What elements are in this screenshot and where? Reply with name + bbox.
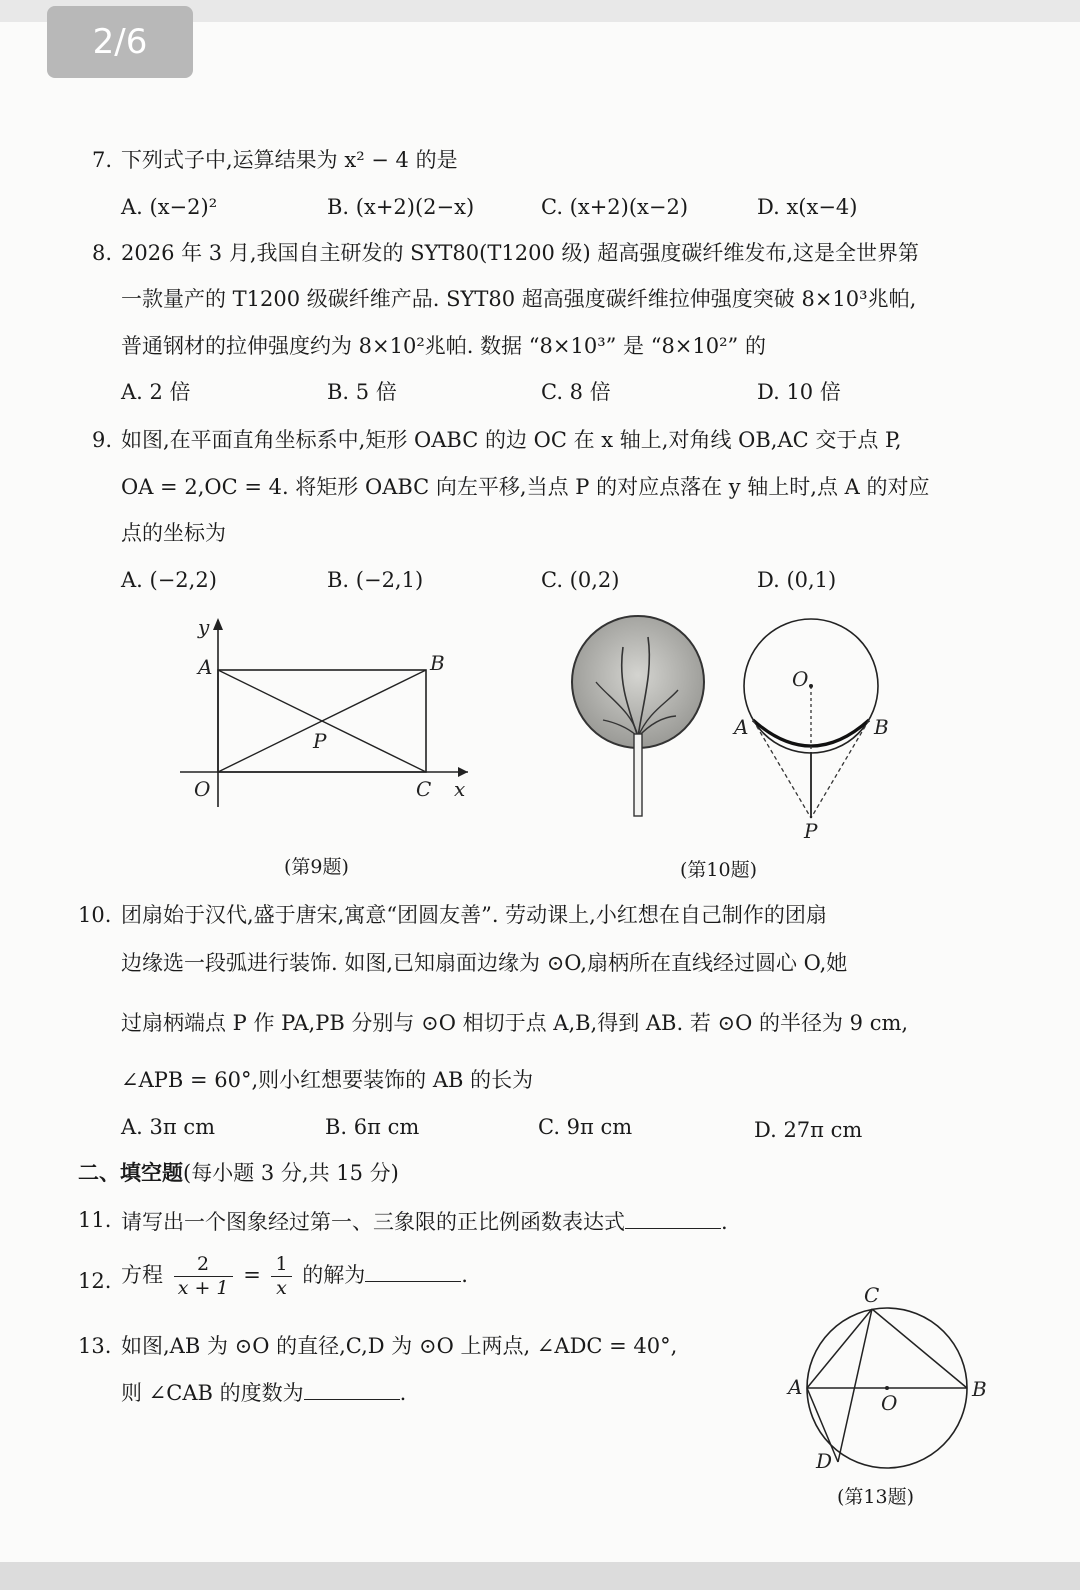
q9-option-a: A. (−2,2) xyxy=(121,568,217,592)
q8-option-a: A. 2 倍 xyxy=(121,380,191,404)
q7-option-d: D. x(x−4) xyxy=(757,195,858,219)
label-o: O xyxy=(881,1391,898,1415)
q8-option-c: C. 8 倍 xyxy=(541,380,611,404)
q9-line-2: OA = 2,OC = 4. 将矩形 OABC 向左平移,当点 P 的对应点落在 y 轴上时,点 A 的对应 xyxy=(121,475,930,499)
q13-end: . xyxy=(399,1381,407,1405)
q12-end: . xyxy=(461,1263,468,1287)
q11-number: 11. xyxy=(78,1208,112,1232)
q9-option-c: C. (0,2) xyxy=(541,568,620,592)
q10-fan-illustration xyxy=(568,612,713,822)
q10-number: 10. xyxy=(78,903,112,927)
q10-option-a: A. 3π cm xyxy=(121,1115,216,1139)
label-y: y xyxy=(198,615,210,639)
q12-fraction-1-numerator: 2 xyxy=(174,1255,233,1277)
q12-suffix: 的解为 xyxy=(302,1263,366,1287)
q12-fraction-1 xyxy=(174,1255,233,1298)
q8-line-3: 普通钢材的拉伸强度约为 8×10²兆帕. 数据 “8×10³” 是 “8×10²” 的 xyxy=(121,334,766,358)
q12-number: 12. xyxy=(78,1269,112,1293)
q11-line xyxy=(121,1210,728,1233)
chord-cd xyxy=(838,1309,872,1462)
label-a: A xyxy=(198,655,213,679)
page-indicator-badge: 2/6 xyxy=(47,6,193,78)
q8-number: 8. xyxy=(92,241,113,265)
q10-figure-caption: (第10题) xyxy=(680,859,758,881)
label-a: A xyxy=(788,1375,803,1399)
bottom-edge-bar xyxy=(0,1562,1080,1590)
label-c: C xyxy=(416,777,432,801)
label-a: A xyxy=(734,715,749,739)
q8-line-1: 2026 年 3 月,我国自主研发的 SYT80(T1200 级) 超高强度碳纤维发布,这是全世界第 xyxy=(121,241,920,265)
q9-figure-caption: (第9题) xyxy=(284,856,349,878)
q10-option-b: B. 6π cm xyxy=(325,1115,420,1139)
label-p: P xyxy=(804,819,818,842)
section-2-title: 二、填空题 xyxy=(78,1160,183,1185)
label-b: B xyxy=(972,1377,987,1401)
tangent-pb xyxy=(811,720,869,818)
q8-option-b: B. 5 倍 xyxy=(327,380,397,404)
label-d: D xyxy=(816,1449,833,1473)
center-point xyxy=(885,1386,889,1390)
tangent-pa xyxy=(753,720,811,818)
q9-line-1: 如图,在平面直角坐标系中,矩形 OABC 的边 OC 在 x 轴上,对角线 OB,AC 交于点 P, xyxy=(121,428,902,452)
q12-fraction-2 xyxy=(271,1255,291,1298)
q11-answer-blank[interactable] xyxy=(625,1210,721,1229)
q13-figure-inscribed-angles xyxy=(780,1282,990,1482)
q7-option-c: C. (x+2)(x−2) xyxy=(541,195,689,219)
label-o: O xyxy=(194,777,211,801)
q9-option-d: D. (0,1) xyxy=(757,568,837,592)
q12-line xyxy=(121,1255,468,1298)
q8-line-2: 一款量产的 T1200 级碳纤维产品. SYT80 超高强度碳纤维拉伸强度突破 8×10³兆帕, xyxy=(121,287,917,311)
x-axis-arrow xyxy=(458,767,468,777)
q10-line-1: 团扇始于汉代,盛于唐宋,寓意“团圆友善”. 劳动课上,小红想在自己制作的团扇 xyxy=(121,903,827,927)
q13-line-1: 如图,AB 为 ⊙O 的直径,C,D 为 ⊙O 上两点, ∠ADC = 40°, xyxy=(121,1334,678,1358)
q11-text: 请写出一个图象经过第一、三象限的正比例函数表达式 xyxy=(121,1210,625,1234)
q10-line-2: 边缘选一段弧进行装饰. 如图,已知扇面边缘为 ⊙O,扇柄所在直线经过圆心 O,她 xyxy=(121,951,848,975)
q7-stem: 下列式子中,运算结果为 x² − 4 的是 xyxy=(121,148,458,172)
section-2-heading xyxy=(78,1162,399,1184)
label-c: C xyxy=(864,1283,880,1307)
fan-handle-icon xyxy=(634,734,642,816)
label-x: x xyxy=(454,777,466,801)
q13-answer-blank[interactable] xyxy=(304,1381,400,1400)
chord-cb xyxy=(872,1309,967,1388)
q12-fraction-2-denominator: x xyxy=(276,1277,287,1299)
label-b: B xyxy=(874,715,889,739)
q10-figure-circle-tangents xyxy=(728,612,898,842)
q12-fraction-2-numerator: 1 xyxy=(271,1255,291,1277)
q7-number: 7. xyxy=(92,148,113,172)
q7-option-a: A. (x−2)² xyxy=(121,195,218,219)
q12-prefix: 方程 xyxy=(121,1263,163,1287)
q7-option-b: B. (x+2)(2−x) xyxy=(327,195,475,219)
q13-figure-caption: (第13题) xyxy=(837,1486,915,1508)
q8-option-d: D. 10 倍 xyxy=(757,380,841,404)
q10-line-4: ∠APB = 60°,则小红想要装饰的 AB 的长为 xyxy=(121,1068,534,1092)
fan-face-icon xyxy=(572,616,704,748)
q13-line-2-wrap xyxy=(121,1381,406,1404)
q10-option-d: D. 27π cm xyxy=(754,1118,863,1142)
q10-line-3: 过扇柄端点 P 作 PA,PB 分别与 ⊙O 相切于点 A,B,得到 AB. 若 ⊙O 的半径为 9 cm, xyxy=(121,1011,909,1035)
q9-line-3: 点的坐标为 xyxy=(121,521,226,545)
q12-answer-blank[interactable] xyxy=(365,1263,461,1282)
q12-fraction-1-denominator: x + 1 xyxy=(177,1277,229,1299)
label-b: B xyxy=(430,651,445,675)
q9-number: 9. xyxy=(92,428,113,452)
q9-option-b: B. (−2,1) xyxy=(327,568,424,592)
q13-number: 13. xyxy=(78,1334,112,1358)
q12-equals: = xyxy=(243,1263,261,1287)
q9-figure-rectangle-diagram xyxy=(170,612,480,812)
q13-line-2: 则 ∠CAB 的度数为 xyxy=(121,1381,304,1405)
center-point xyxy=(809,684,813,688)
q10-option-c: C. 9π cm xyxy=(538,1115,633,1139)
y-axis-arrow xyxy=(213,618,223,630)
section-2-note: (每小题 3 分,共 15 分) xyxy=(183,1161,399,1185)
label-o: O xyxy=(792,667,809,691)
q11-end: . xyxy=(721,1210,728,1234)
label-p: P xyxy=(313,729,327,753)
